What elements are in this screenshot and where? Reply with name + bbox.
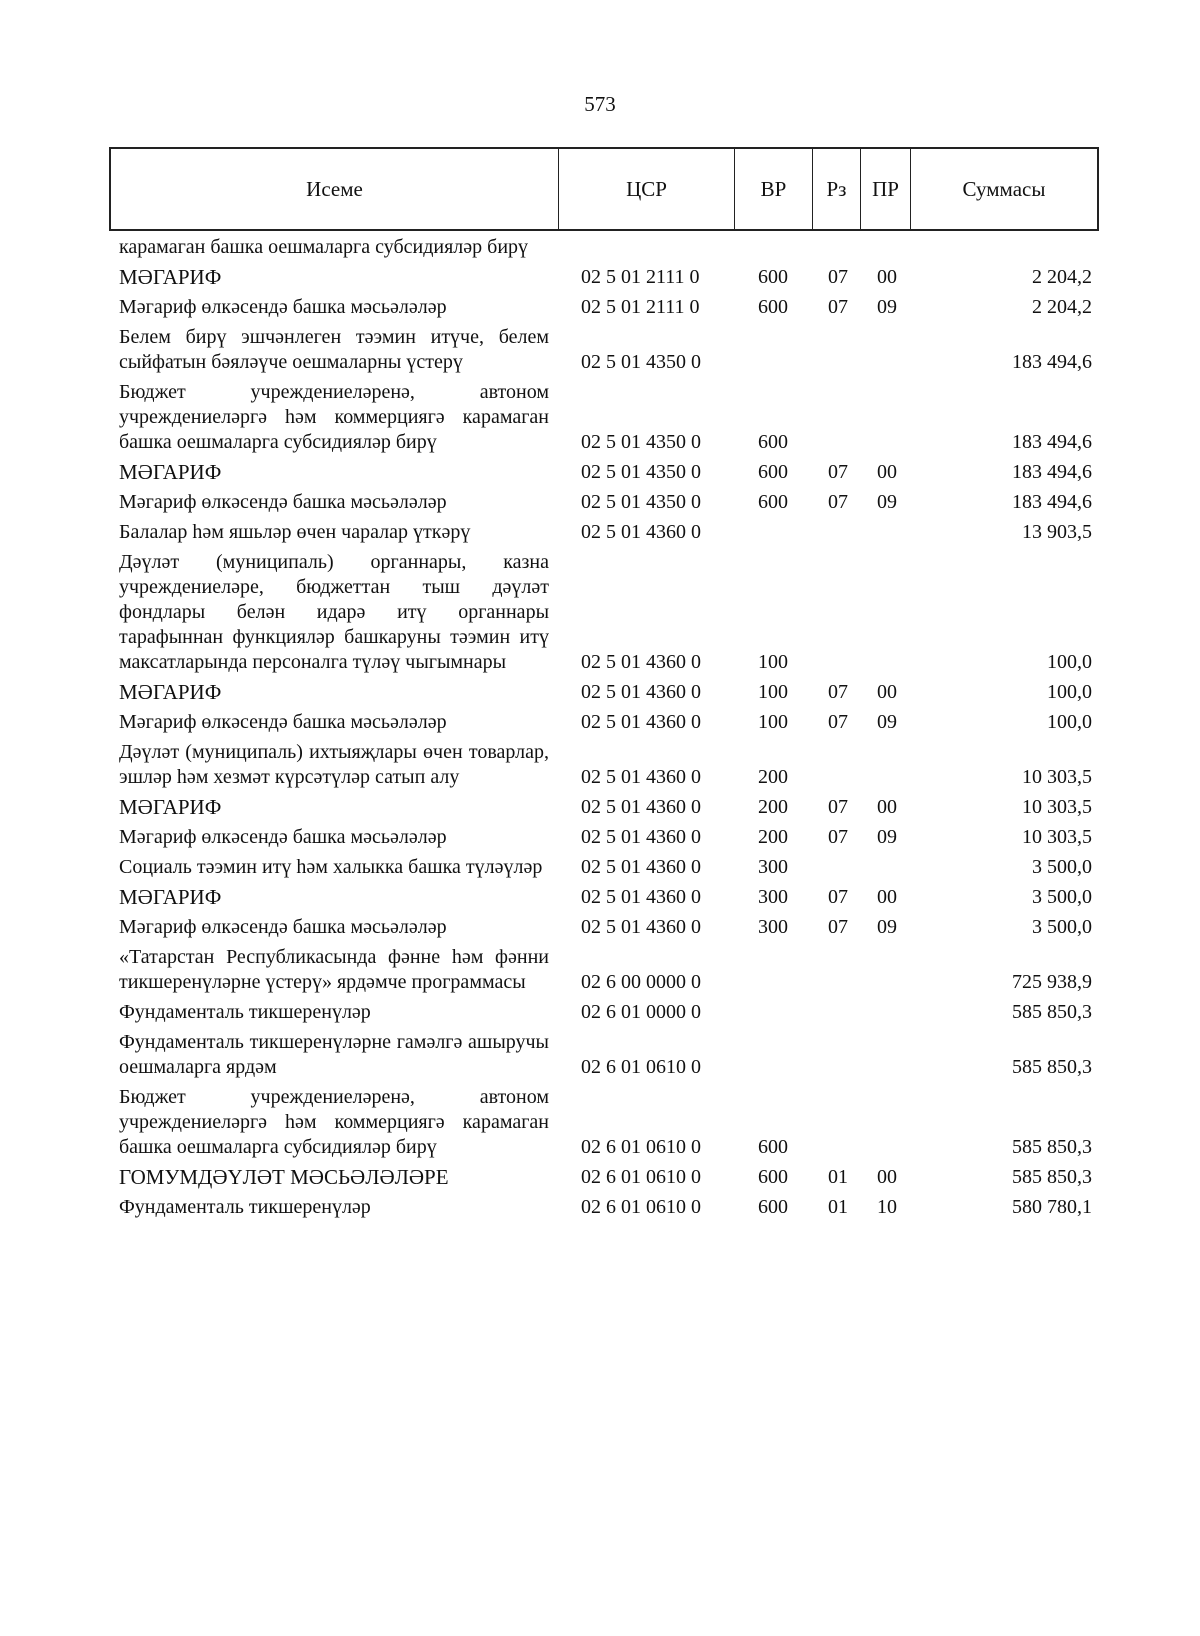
row-name: Мәгариф өлкәсендә башка мәсьәләләр (119, 296, 447, 318)
row-rz: 07 (828, 826, 848, 848)
row-csr: 02 5 01 4360 0 (581, 521, 701, 543)
row-csr: 02 6 01 0610 0 (581, 1166, 701, 1188)
row-vr: 600 (758, 491, 788, 513)
row-rz: 07 (828, 916, 848, 938)
row-rz: 07 (828, 796, 848, 818)
table-row (0, 795, 1200, 820)
row-csr: 02 5 01 4360 0 (581, 886, 701, 908)
row-csr: 02 5 01 2111 0 (581, 266, 700, 288)
table-header (109, 147, 1099, 231)
row-sum: 10 303,5 (1022, 796, 1092, 818)
table-row (0, 1000, 1200, 1025)
row-sum: 585 850,3 (1012, 1056, 1092, 1078)
header-sum: Суммасы (962, 176, 1046, 201)
row-csr: 02 5 01 4360 0 (581, 796, 701, 818)
row-sum: 3 500,0 (1032, 916, 1092, 938)
row-sum: 10 303,5 (1022, 826, 1092, 848)
row-sum: 585 850,3 (1012, 1166, 1092, 1188)
row-sum: 183 494,6 (1012, 491, 1092, 513)
page-number: 573 (584, 92, 616, 116)
row-sum: 183 494,6 (1012, 431, 1092, 453)
row-csr: 02 5 01 4360 0 (581, 711, 701, 733)
row-name: Социаль тәэмин итү һәм халыкка башка түләүләр (119, 856, 543, 878)
row-pr: 09 (877, 296, 897, 318)
row-name: Мәгариф өлкәсендә башка мәсьәләләр (119, 826, 447, 848)
row-csr: 02 5 01 4360 0 (581, 826, 701, 848)
header-rz: Рз (813, 149, 861, 229)
table-row (0, 460, 1200, 485)
table-row (0, 710, 1200, 735)
table-row (0, 295, 1200, 320)
table-row (0, 325, 1200, 375)
row-csr: 02 5 01 4350 0 (581, 351, 701, 373)
row-vr: 600 (758, 266, 788, 288)
table-row (0, 1085, 1200, 1160)
row-sum: 725 938,9 (1012, 971, 1092, 993)
row-name: Мәгариф өлкәсендә башка мәсьәләләр (119, 491, 447, 513)
row-name: Бюджет учреждениеләренә, автоном учреждениеләргә һәм коммерциягә карамаган башка оешмаларга субсидияләр бирү (119, 1086, 549, 1158)
row-name: Дәүләт (муниципаль) ихтыяҗлары өчен товарлар, эшләр һәм хезмәт күрсәтүләр сатып алу (119, 741, 549, 788)
row-pr: 00 (877, 681, 897, 703)
row-name: Белем бирү эшчәнлеген тәэмин итүче, белем сыйфатын бәяләүче оешмаларны үстерү (119, 326, 549, 373)
row-rz: 07 (828, 266, 848, 288)
row-sum: 183 494,6 (1012, 351, 1092, 373)
row-rz: 07 (828, 491, 848, 513)
row-pr: 00 (877, 796, 897, 818)
row-vr: 200 (758, 826, 788, 848)
row-csr: 02 6 01 0610 0 (581, 1056, 701, 1078)
table-row (0, 550, 1200, 675)
row-csr: 02 5 01 4360 0 (581, 916, 701, 938)
row-pr: 09 (877, 491, 897, 513)
row-sum: 580 780,1 (1012, 1196, 1092, 1218)
row-name: МӘГАРИФ (119, 460, 222, 484)
table-row (0, 855, 1200, 880)
row-name: Фундаменталь тикшеренүләр (119, 1001, 371, 1023)
row-csr: 02 5 01 4350 0 (581, 461, 701, 483)
row-sum: 100,0 (1047, 651, 1092, 673)
table-row (0, 825, 1200, 850)
row-pr: 00 (877, 1166, 897, 1188)
table-body (0, 235, 1200, 1225)
row-name: МӘГАРИФ (119, 795, 222, 819)
row-csr: 02 6 01 0000 0 (581, 1001, 701, 1023)
row-vr: 300 (758, 856, 788, 878)
row-name: Фундаменталь тикшеренүләрне гамәлгә ашыручы оешмаларга ярдәм (119, 1031, 549, 1078)
row-sum: 3 500,0 (1032, 886, 1092, 908)
table-row (0, 740, 1200, 790)
row-sum: 2 204,2 (1032, 296, 1092, 318)
row-vr: 100 (758, 711, 788, 733)
row-vr: 200 (758, 796, 788, 818)
row-name: МӘГАРИФ (119, 265, 222, 289)
row-rz: 07 (828, 711, 848, 733)
row-name: Бюджет учреждениеләренә, автоном учреждениеләргә һәм коммерциягә карамаган башка оешмаларга субсидияләр бирү (119, 381, 549, 453)
header-pr: ПР (861, 149, 911, 229)
row-csr: 02 6 01 0610 0 (581, 1196, 701, 1218)
row-name: МӘГАРИФ (119, 680, 222, 704)
table-row (0, 235, 1200, 260)
row-pr: 09 (877, 916, 897, 938)
row-name: ГОМУМДӘҮЛӘТ МӘСЬӘЛӘЛӘРЕ (119, 1165, 449, 1189)
table-row (0, 1165, 1200, 1190)
row-rz: 07 (828, 296, 848, 318)
row-csr: 02 5 01 4360 0 (581, 856, 701, 878)
row-csr: 02 5 01 4350 0 (581, 431, 701, 453)
row-name: МӘГАРИФ (119, 885, 222, 909)
row-vr: 300 (758, 916, 788, 938)
row-vr: 600 (758, 461, 788, 483)
row-pr: 00 (877, 886, 897, 908)
row-vr: 200 (758, 766, 788, 788)
row-name: «Татарстан Республикасында фәнне һәм фәнни тикшеренүләрне үстерү» ярдәмче программасы (119, 946, 549, 993)
row-csr: 02 6 01 0610 0 (581, 1136, 701, 1158)
row-csr: 02 5 01 4360 0 (581, 651, 701, 673)
row-vr: 600 (758, 1166, 788, 1188)
row-csr: 02 6 00 0000 0 (581, 971, 701, 993)
row-sum: 585 850,3 (1012, 1001, 1092, 1023)
row-pr: 09 (877, 826, 897, 848)
row-rz: 07 (828, 681, 848, 703)
header-vr: ВР (735, 149, 813, 229)
row-name: Мәгариф өлкәсендә башка мәсьәләләр (119, 916, 447, 938)
table-row (0, 945, 1200, 995)
row-csr: 02 5 01 4360 0 (581, 681, 701, 703)
row-sum: 3 500,0 (1032, 856, 1092, 878)
row-sum: 13 903,5 (1022, 521, 1092, 543)
row-vr: 600 (758, 431, 788, 453)
row-sum: 183 494,6 (1012, 461, 1092, 483)
row-csr: 02 5 01 2111 0 (581, 296, 700, 318)
header-csr: ЦСР (559, 149, 735, 229)
table-row (0, 520, 1200, 545)
table-row (0, 1195, 1200, 1220)
header-name: Исеме (111, 149, 559, 229)
table-row (0, 490, 1200, 515)
table-row (0, 380, 1200, 455)
row-vr: 600 (758, 1136, 788, 1158)
row-name: Дәүләт (муниципаль) органнары, казна учреждениеләре, бюджеттан тыш дәүләт фондлары белән идарә итү органнары тарафыннан функцияләр башкаруны тәэмин итү максатларында персоналга түләү чыгымнары (119, 551, 549, 673)
row-name: Фундаменталь тикшеренүләр (119, 1196, 371, 1218)
row-vr: 600 (758, 1196, 788, 1218)
row-name: Мәгариф өлкәсендә башка мәсьәләләр (119, 711, 447, 733)
row-rz: 07 (828, 886, 848, 908)
row-name: Балалар һәм яшьләр өчен чаралар үткәрү (119, 521, 471, 543)
row-rz: 01 (828, 1166, 848, 1188)
row-pr: 00 (877, 461, 897, 483)
row-vr: 100 (758, 681, 788, 703)
row-pr: 10 (877, 1196, 897, 1218)
row-sum: 100,0 (1047, 711, 1092, 733)
row-name: карамаган башка оешмаларга субсидияләр бирү (119, 236, 529, 258)
table-row (0, 915, 1200, 940)
table-row (0, 885, 1200, 910)
row-sum: 100,0 (1047, 681, 1092, 703)
row-sum: 2 204,2 (1032, 266, 1092, 288)
table-row (0, 265, 1200, 290)
row-pr: 00 (877, 266, 897, 288)
row-csr: 02 5 01 4360 0 (581, 766, 701, 788)
row-pr: 09 (877, 711, 897, 733)
row-vr: 300 (758, 886, 788, 908)
row-csr: 02 5 01 4350 0 (581, 491, 701, 513)
table-row (0, 1030, 1200, 1080)
table-row (0, 680, 1200, 705)
row-sum: 585 850,3 (1012, 1136, 1092, 1158)
row-vr: 600 (758, 296, 788, 318)
row-rz: 07 (828, 461, 848, 483)
row-sum: 10 303,5 (1022, 766, 1092, 788)
row-vr: 100 (758, 651, 788, 673)
row-rz: 01 (828, 1196, 848, 1218)
